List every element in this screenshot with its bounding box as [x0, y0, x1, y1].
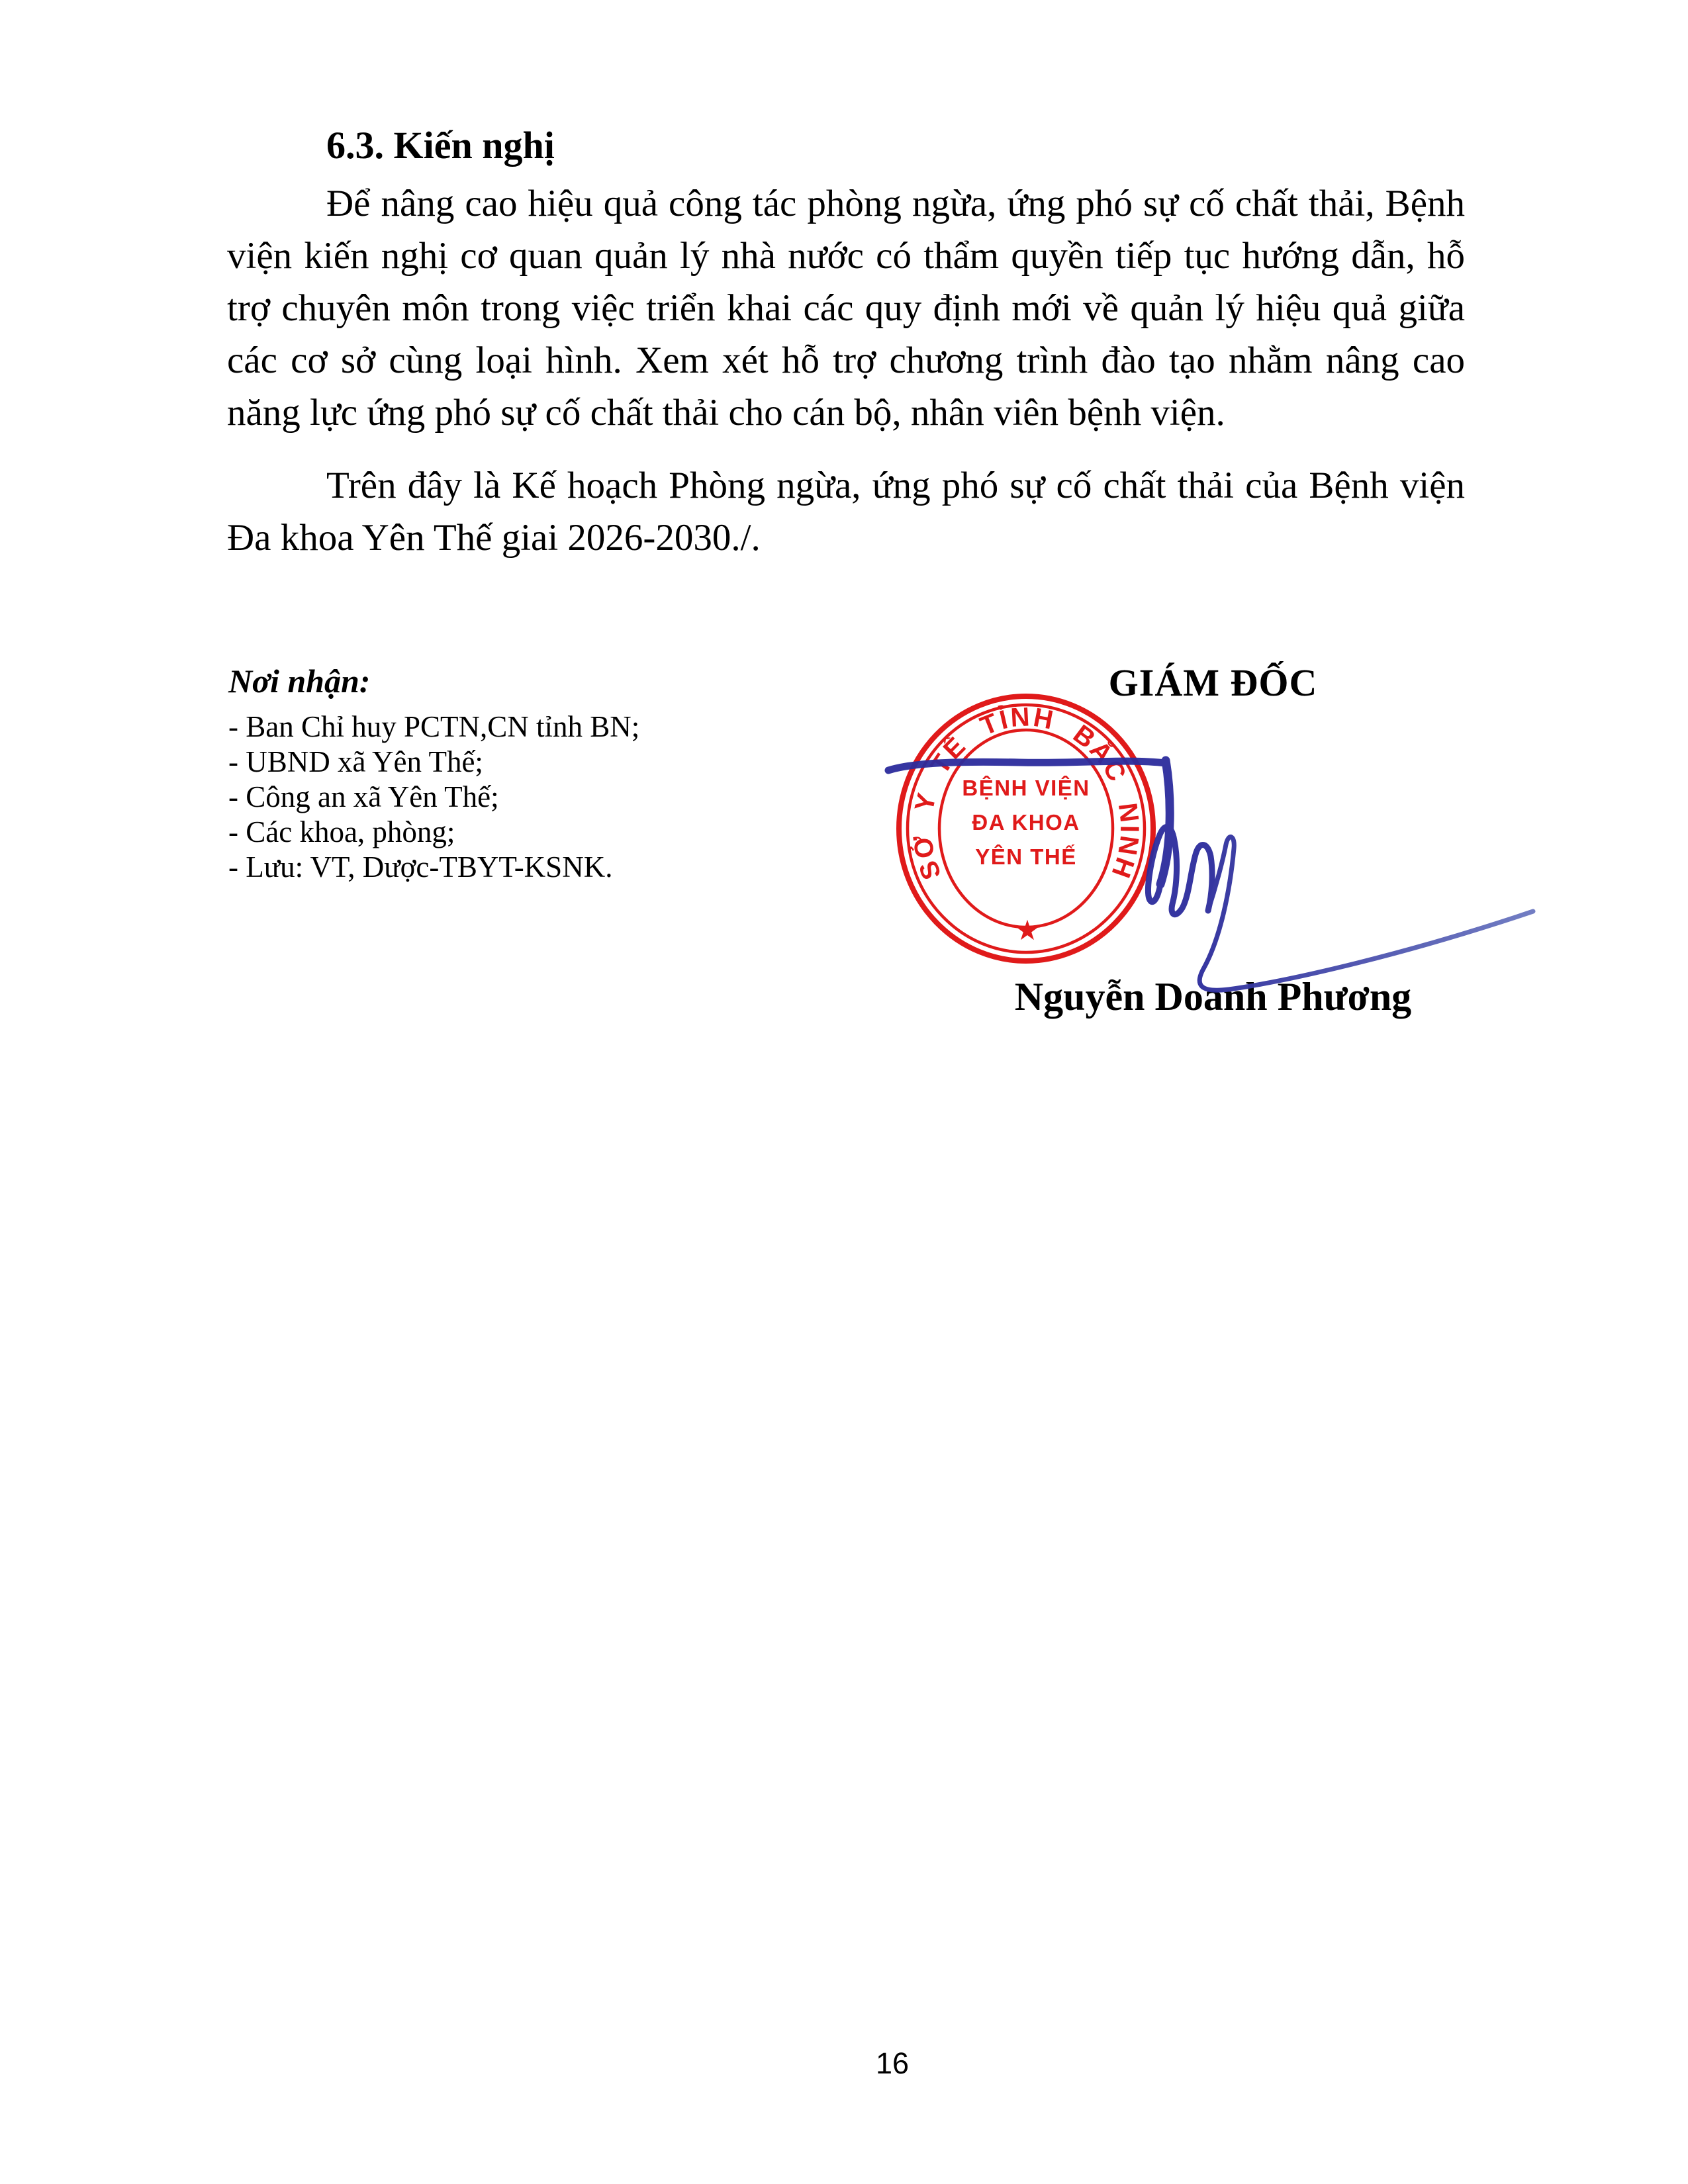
recipients-block: [228, 662, 824, 885]
recipients-label: Nơi nhận:: [228, 662, 371, 700]
signer-name: Nguyễn Doanh Phương: [1014, 975, 1412, 1019]
signature-loop-strokes: [1148, 827, 1212, 915]
director-title: GIÁM ĐỐC: [1108, 661, 1318, 704]
stamp-center-line-2: ĐA KHOA: [972, 810, 1080, 835]
stamp-center-line-3: YÊN THẾ: [975, 844, 1077, 869]
body-paragraph-2: Trên đây là Kế hoạch Phòng ngừa, ứng phó sự cố chất thải của Bệnh viện Đa khoa Yên Thế giai 2026-2030./.: [227, 465, 1465, 559]
star-icon: ★: [1015, 916, 1040, 946]
signature-top-stroke: [888, 761, 1166, 770]
stamp-rim-text: SỞ Y TẾ TỈNH BẮC NINH: [908, 702, 1145, 884]
recipient-item: - Công an xã Yên Thế;: [228, 780, 499, 813]
section-heading: 6.3. Kiến nghị: [326, 124, 555, 167]
stamp-center-line-1: BỆNH VIỆN: [962, 776, 1090, 800]
handwritten-signature: [861, 715, 1556, 993]
page-number: 16: [875, 2046, 910, 2080]
recipient-item: - UBND xã Yên Thế;: [228, 745, 483, 778]
body-paragraph-1: Để nâng cao hiệu quả công tác phòng ngừa, ứng phó sự cố chất thải, Bệnh viện kiến nghị cơ quan quản lý nhà nước có thẩm quyền tiếp tục hướng dẫn, hỗ trợ chuyên môn trong việc triển khai các quy định mới về quản lý hiệu quả giữa các cơ sở cùng loại hình. Xem xét hỗ trợ chương trình đào tạo nhằm nâng cao năng lực ứng phó sự cố chất thải cho cán bộ, nhân viên bệnh viện.: [227, 183, 1465, 433]
signature-descender-stroke: [1160, 760, 1170, 884]
signature-tail-stroke: [1199, 837, 1533, 991]
recipient-item: - Các khoa, phòng;: [228, 815, 455, 848]
recipient-item: - Ban Chỉ huy PCTN,CN tỉnh BN;: [228, 710, 640, 743]
recipient-item: - Lưu: VT, Dược-TBYT-KSNK.: [228, 850, 613, 884]
